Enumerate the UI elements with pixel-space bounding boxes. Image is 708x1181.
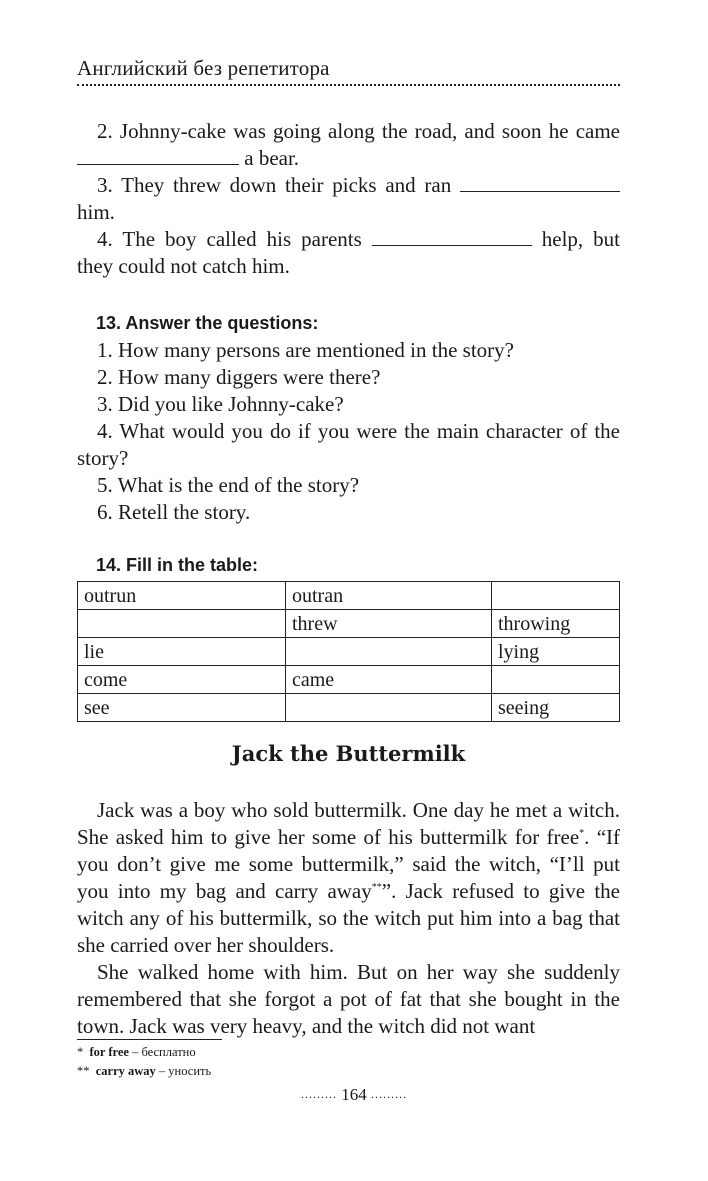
table-cell[interactable] [492,582,620,610]
question-item: 6. Retell the story. [97,500,251,524]
story-body [77,797,620,1040]
question-item: 4. What would you do if you were the main character of the story? [77,419,620,470]
table-cell[interactable] [286,694,492,722]
table-row [78,638,620,666]
table-cell[interactable]: throwing [492,610,620,638]
exercise-12-item-2: 2. Johnny-cake was going along the road, and soon he came a bear. [77,118,620,172]
answer-blank[interactable] [372,227,532,246]
question-item: 2. How many diggers were there? [97,365,381,389]
footnote-ref: ** [371,882,382,893]
table-cell[interactable]: come [78,666,286,694]
table-cell[interactable]: outrun [78,582,286,610]
story-paragraph: Jack was a boy who sold buttermilk. One day he met a witch. She asked him to give her some of his buttermilk for free*. “If you don’t give me some buttermilk,” said the witch, “I’ll put you into my bag and carry away**”. Jack refused to give the witch any of his buttermilk, so the witch put him into a bag that she carried over her shoulders. [77,798,620,957]
story-title: Jack the Buttermilk [231,741,466,766]
footnote-divider [77,1039,222,1040]
verb-forms-table [77,581,620,722]
table-cell[interactable] [492,666,620,694]
table-cell[interactable] [78,610,286,638]
table-cell[interactable]: came [286,666,492,694]
table-row [78,610,620,638]
table-row [78,582,620,610]
header-dotted-rule [77,84,620,86]
table-cell[interactable]: seeing [492,694,620,722]
table-cell[interactable]: see [78,694,286,722]
table-cell[interactable] [286,638,492,666]
exercise-12-items [77,118,620,280]
table-cell[interactable]: lie [78,638,286,666]
table-cell[interactable]: outran [286,582,492,610]
table-cell[interactable]: threw [286,610,492,638]
exercise-12-item-4: 4. The boy called his parents help, but they could not catch him. [77,227,621,278]
exercise-14-title: 14. Fill in the table: [96,555,259,575]
table-cell[interactable]: lying [492,638,620,666]
answer-blank[interactable] [77,146,239,165]
page-number: ......... 164 ......... [301,1085,407,1104]
table-row [78,694,620,722]
exercise-13-title: 13. Answer the questions: [96,313,319,333]
story-paragraph: She walked home with him. But on her way she suddenly remembered that she forgot a pot of fat that she bought in the town. Jack was very heavy, and the witch did not want [77,960,620,1038]
exercise-14 [77,552,620,579]
question-item: 3. Did you like Johnny-cake? [97,392,344,416]
running-header: Английский без репетитора [77,56,330,80]
footnote-item: ** carry away – уносить [77,1064,212,1078]
question-item: 5. What is the end of the story? [97,473,360,497]
exercise-12-item-3: 3. They threw down their picks and ran him. [77,172,620,226]
exercise-13 [77,310,620,526]
footnote-item: * for free – бесплатно [77,1045,196,1059]
table-row [78,666,620,694]
footnote-ref: * [579,828,585,839]
footnotes [77,1043,211,1081]
answer-blank[interactable] [460,173,620,192]
question-item: 1. How many persons are mentioned in the story? [97,338,514,362]
